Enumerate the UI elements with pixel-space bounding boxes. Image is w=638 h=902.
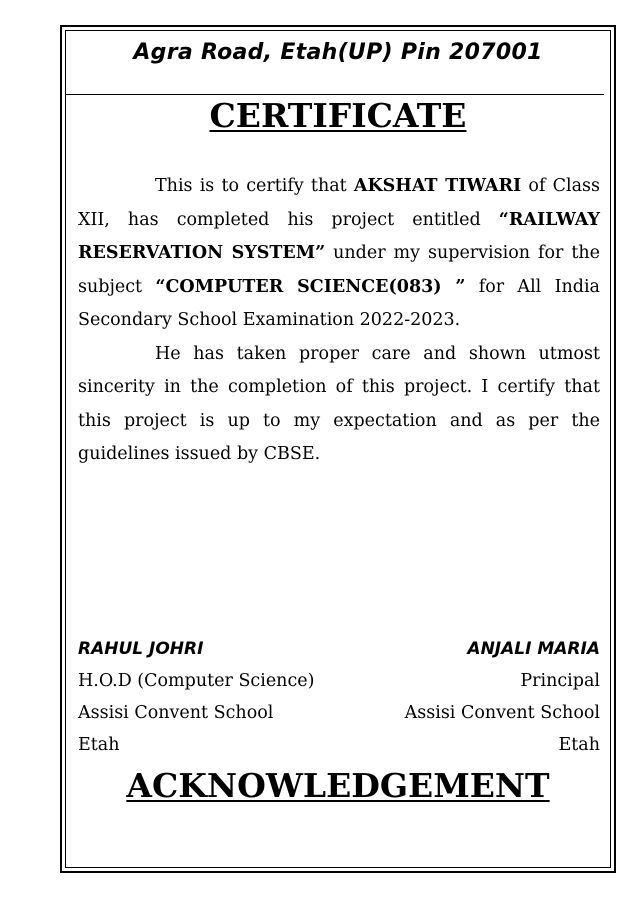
certificate-body	[78, 170, 600, 472]
certificate-paragraph-2: He has taken proper care and shown utmost sincerity in the completion of this project. I certify that this project is up to my expectation and as per the guidelines issued by CBSE.	[78, 343, 600, 464]
signatory-right-school: Assisi Convent School	[404, 703, 600, 723]
header-divider	[66, 94, 604, 95]
project-title: “RAILWAY RESERVATION SYSTEM”	[78, 209, 600, 263]
acknowledgement-title: ACKNOWLEDGEMENT	[126, 766, 550, 805]
signatory-left-name: RAHUL JOHRI	[78, 639, 204, 659]
p1-intro: This is to certify that	[155, 176, 354, 196]
signatory-left-school: Assisi Convent School	[78, 703, 274, 723]
certificate-title: CERTIFICATE	[209, 96, 467, 135]
school-address: Agra Road, Etah(UP) Pin 207001	[133, 40, 543, 65]
p1-mid1: of Class XII, has completed his project entitled	[78, 176, 601, 230]
signatory-left	[78, 633, 314, 761]
signatory-left-role: H.O.D (Computer Science)	[78, 671, 315, 691]
p1-mid2: under my supervision for the subject	[78, 243, 601, 297]
student-name: AKSHAT TIWARI	[353, 176, 522, 196]
p1-end: for All India Secondary School Examination 2022-2023.	[78, 276, 600, 330]
signatory-right-name: ANJALI MARIA	[467, 639, 600, 659]
signatory-left-city: Etah	[78, 735, 120, 755]
signatory-right-role: Principal	[520, 671, 600, 691]
certificate-paragraph-1	[78, 170, 600, 338]
signatory-right-city: Etah	[558, 735, 600, 755]
signatory-right	[405, 633, 600, 761]
subject-name: “COMPUTER SCIENCE(083) ”	[155, 276, 466, 297]
